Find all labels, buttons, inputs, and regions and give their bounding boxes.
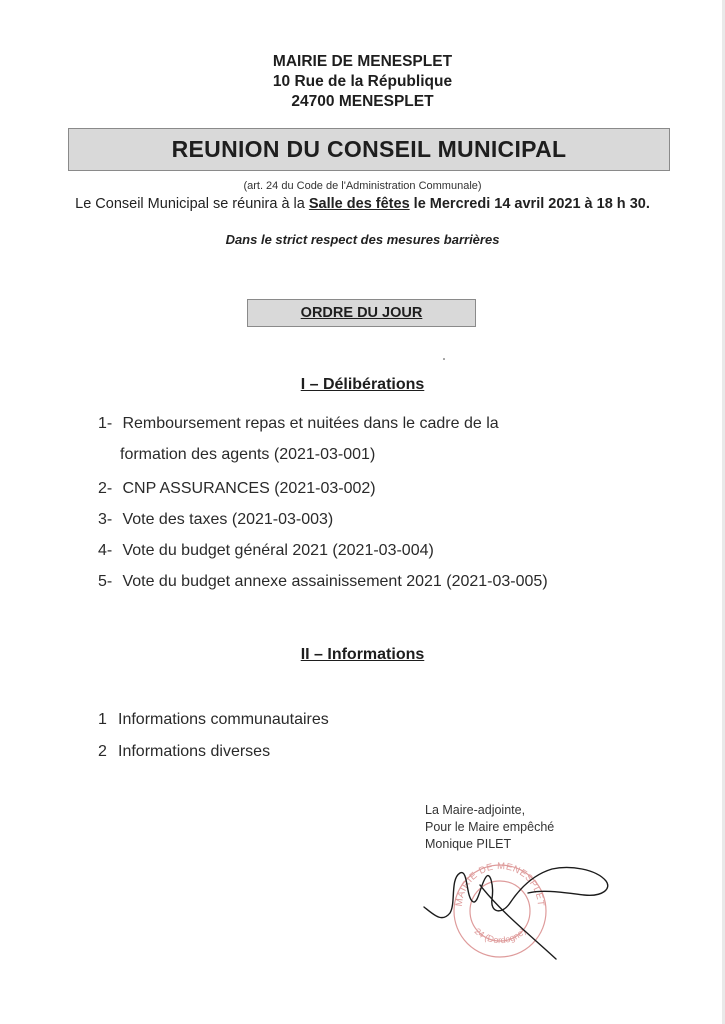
letterhead-line-3: 24700 MENESPLET [291,93,434,110]
item-text: Informations communautaires [118,711,329,728]
stamp-and-signature [420,855,620,965]
item-number: 1 [98,711,107,728]
item-text: Informations diverses [118,743,271,760]
notice-prefix: Le Conseil Municipal se réunira à la [75,196,309,212]
item-text: Vote du budget annexe assainissement 2021 (2021-03-005) [122,573,548,590]
item-number: 4- [98,542,113,559]
handwritten-signature [424,868,608,960]
agenda-item [98,509,333,531]
signatory-role: La Maire-adjointe, [425,803,526,817]
info-item [98,709,329,731]
notice-date: le Mercredi 14 avril 2021 à 18 h 30. [409,196,650,212]
svg-text:24 (Dordogne): 24 (Dordogne) [472,926,528,946]
item-number: 1- [98,415,113,432]
item-number: 2- [98,480,113,497]
section-informations-title: II – Informations [300,646,425,663]
item-text: CNP ASSURANCES (2021-03-002) [122,480,376,497]
speck [443,358,445,360]
meeting-title: REUNION DU CONSEIL MUNICIPAL [68,128,670,171]
letterhead-line-2: 10 Rue de la République [272,73,453,90]
agenda-item [98,540,434,562]
item-number: 2 [98,743,107,760]
signatory-block [425,802,554,853]
agenda-heading: ORDRE DU JOUR [247,299,476,327]
meeting-notice [0,196,725,212]
agenda-item [98,571,548,593]
legal-reference: (art. 24 du Code de l'Administration Communale) [243,180,482,192]
section-deliberations-title: I – Délibérations [300,376,425,393]
agenda-item [98,413,499,435]
item-number: 5- [98,573,113,590]
letterhead-line-1: MAIRIE DE MENESPLET [272,53,453,70]
item-text: Vote du budget général 2021 (2021-03-004) [122,542,434,559]
info-item [98,741,270,763]
agenda-item [98,478,376,500]
signatory-name: Monique PILET [425,837,512,851]
mairie-seal-stamp [454,861,546,957]
item-text: Remboursement repas et nuitées dans le cadre de la [122,415,499,432]
signatory-capacity: Pour le Maire empêché [425,820,555,834]
notice-venue: Salle des fêtes [308,196,410,212]
sanitary-notice: Dans le strict respect des mesures barrières [225,232,500,247]
agenda-item-continuation: formation des agents (2021-03-001) [120,446,376,463]
letterhead [0,52,725,112]
item-text: Vote des taxes (2021-03-003) [122,511,334,528]
item-number: 3- [98,511,113,528]
svg-text:MAIRIE DE MENESPLET: MAIRIE DE MENESPLET [453,860,547,907]
